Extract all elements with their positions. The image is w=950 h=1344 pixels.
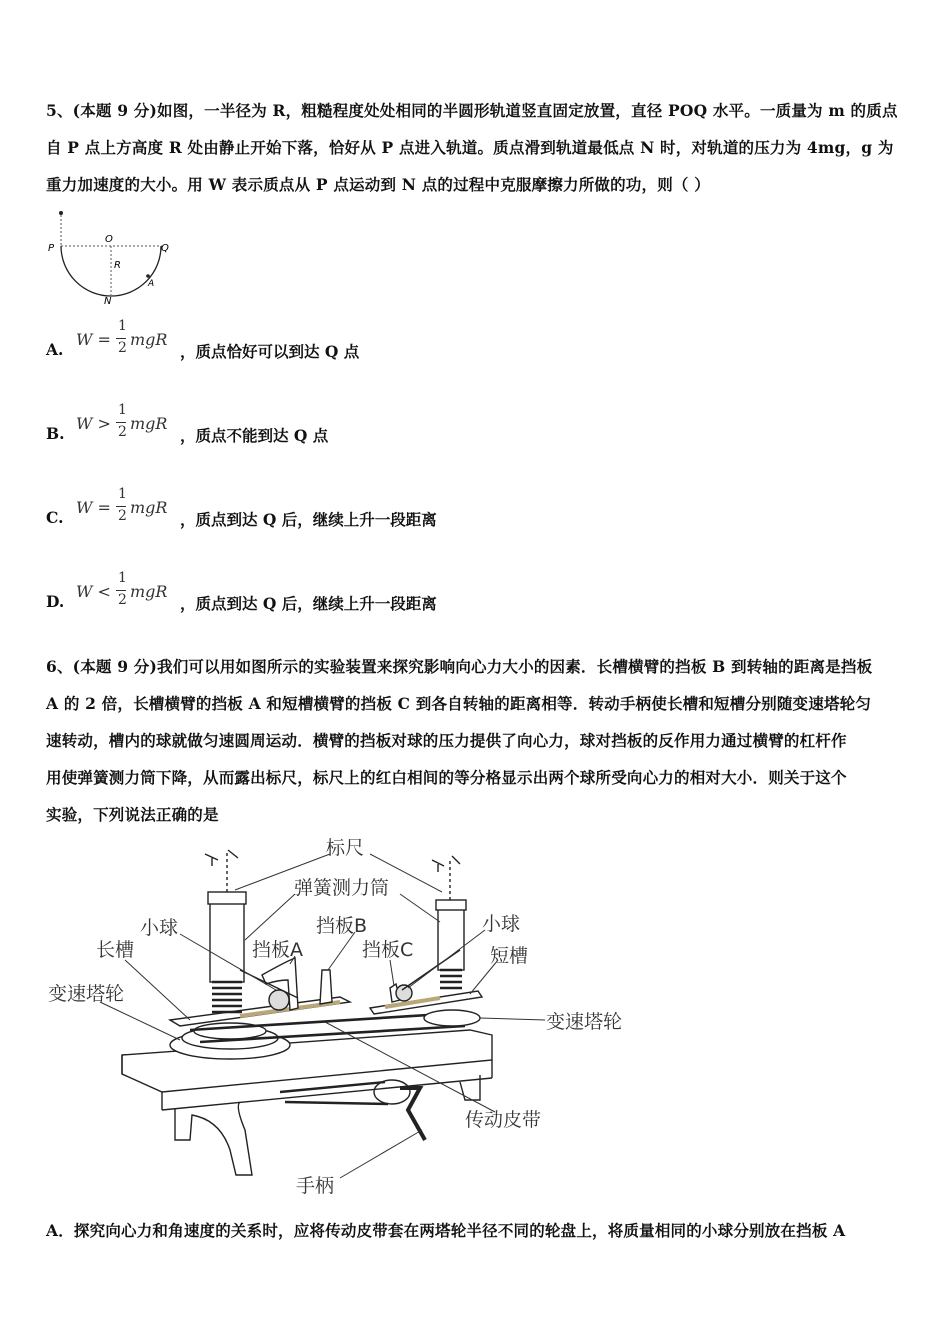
right-pulley [424,1010,480,1026]
handle-crank [400,1088,425,1140]
formula-lhs: W < [76,582,111,601]
formula-lhs: W > [76,414,111,433]
formula-rhs: mgR [130,498,168,517]
leader-pulley-left [100,1002,180,1040]
under-belt-bottom [285,1102,388,1104]
right-spring-tube [438,908,464,970]
label-baffle-b: 挡板B [316,915,368,937]
q5-option-b[interactable] [46,402,446,452]
fraction-bar [116,590,126,591]
q5-option-c[interactable] [46,486,506,536]
point-a [146,274,150,278]
right-tube-cap [436,900,466,910]
q6-stem [46,648,906,833]
option-text: ，质点不能到达 Q 点 [180,426,329,445]
table-leg-left [175,1102,252,1175]
leader-spring-left [245,894,295,940]
baffle-b-shape [320,970,332,1004]
label-a: A [148,279,155,289]
formula-numerator: 1 [118,402,127,418]
formula-denominator: 2 [118,424,127,440]
q5-line-2: 自 P 点上方高度 R 处由静止开始下落，恰好从 P 点进入轨道。质点滑到轨道最低点 N 时，对轨道的压力为 4mg，g 为 [46,138,894,157]
label-long-groove: 长槽 [96,939,135,961]
label-belt: 传动皮带 [465,1109,542,1131]
leader-long-groove [125,960,190,1020]
formula-denominator: 2 [118,592,127,608]
label-short-groove: 短槽 [490,945,529,967]
fraction-bar [116,338,126,339]
q5-stem [46,92,906,203]
label-pulley-right: 变速塔轮 [546,1011,623,1033]
right-ruler-mark [432,856,460,872]
formula-rhs: mgR [130,330,168,349]
table-leg-right [460,1075,480,1100]
q6-line-2: A 的 2 倍，长槽横臂的挡板 A 和短槽横臂的挡板 C 到各自转轴的距离相等．转动手柄使长槽和短槽分别随变速塔轮匀 [46,694,872,713]
formula-rhs: mgR [130,414,168,433]
leader-baffle-c [390,960,394,986]
left-ruler-mark [205,850,238,866]
formula-numerator: 1 [118,570,127,586]
label-ruler: 标尺 [326,837,365,859]
leader-handle [340,1130,422,1178]
q6-line-3: 速转动，槽内的球就做匀速圆周运动．横臂的挡板对球的压力提供了向心力，球对挡板的反作用力通过横臂的杠杆作 [46,731,847,750]
leader-baffle-b [328,932,355,970]
q6-line-5: 实验，下列说法正确的是 [46,805,219,824]
leader-spring-right [400,894,440,922]
label-baffle-c: 挡板C [362,939,414,961]
q6-line-4: 用使弹簧测力筒下降，从而露出标尺，标尺上的红白相间的等分格显示出两个球所受向心力的相对大小．则关于这个 [46,768,847,787]
option-text: ，质点到达 Q 后，继续上升一段距离 [180,510,437,529]
q6-option-a[interactable] [46,1212,906,1249]
label-baffle-a: 挡板A [252,939,303,961]
fraction-bar [116,506,126,507]
left-spring-tube [210,902,244,982]
fraction-bar [116,422,126,423]
label-ball-right: 小球 [482,913,521,935]
option-text: ，质点恰好可以到达 Q 点 [180,342,360,361]
start-point [59,211,63,215]
q5-line-1: 5、(本题 9 分)如图，一半径为 R，粗糙程度处处相同的半圆形轨道竖直固定放置，直径 POQ 水平。一质量为 m 的质点 [46,101,898,120]
q5-line-3: 重力加速度的大小。用 W 表示质点从 P 点运动到 N 点的过程中克服摩擦力所做的功，则（ ） [46,175,710,194]
label-p: P [48,243,55,254]
left-tube-cap [208,892,246,904]
label-r: R [114,260,121,271]
q6-line-1: 6、(本题 9 分)我们可以用如图所示的实验装置来探究影响向心力大小的因素．长槽横臂的挡板 B 到转轴的距离是挡板 [46,657,873,676]
q5-option-a[interactable] [46,318,446,368]
left-spring-coils [212,982,242,1012]
option-text: ，质点到达 Q 后，继续上升一段距离 [180,594,437,613]
q6-apparatus-figure [40,830,660,1200]
label-o: O [105,234,113,245]
q5-semicircle-figure [44,206,184,306]
label-n: N [104,296,112,306]
option-label: C. [46,508,64,527]
q5-option-d[interactable] [46,570,506,620]
formula-lhs: W = [76,330,111,349]
option-label: D. [46,592,65,611]
left-ball [269,990,289,1010]
right-spring-coils [440,970,462,988]
label-ball-left: 小球 [140,917,179,939]
formula-denominator: 2 [118,508,127,524]
q6-option-a-text: A．探究向心力和角速度的关系时，应将传动皮带套在两塔轮半径不同的轮盘上，将质量相同的小球分别放在挡板 A [46,1221,846,1240]
formula-numerator: 1 [118,486,127,502]
label-spring: 弹簧测力筒 [294,877,390,899]
option-label: B. [46,424,65,443]
formula-lhs: W = [76,498,111,517]
option-label: A. [46,340,64,359]
formula-denominator: 2 [118,340,127,356]
label-handle: 手柄 [296,1175,335,1197]
leader-pulley-right [480,1018,545,1020]
formula-numerator: 1 [118,318,127,334]
formula-rhs: mgR [130,582,168,601]
label-pulley-left: 变速塔轮 [48,983,125,1005]
label-q: Q [161,243,169,254]
